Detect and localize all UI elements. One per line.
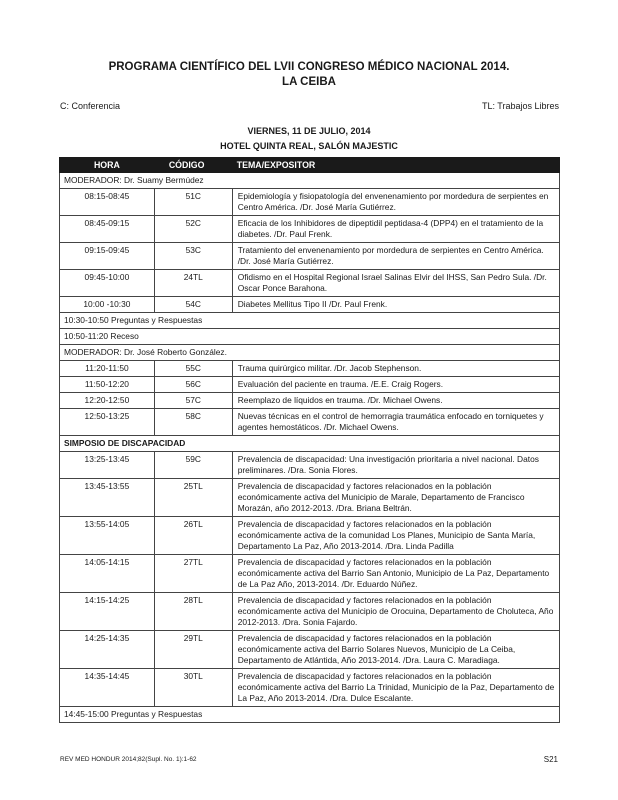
section-note-row: [60, 345, 560, 361]
table-row: [60, 452, 560, 479]
section-note: 14:45-15:00 Preguntas y Respuestas: [60, 707, 560, 723]
table-row: [60, 216, 560, 243]
table-row: [60, 393, 560, 409]
section-note: MODERADOR: Dr. José Roberto González.: [60, 345, 560, 361]
title-line-2: LA CEIBA: [282, 76, 336, 88]
time-cell: 13:45-13:55: [60, 479, 155, 517]
topic-cell: Prevalencia de discapacidad y factores relacionados en la población económicamente activa del Municipio de Marale, Departamento de Francisco Morazán, año 2012-2013. /Dra. Briana Beltrán.: [232, 479, 559, 517]
time-cell: 09:15-09:45: [60, 243, 155, 270]
topic-cell: Ofidismo en el Hospital Regional Israel Salinas Elvir del IHSS, San Pedro Sula. /Dr. Oscar Ponce Barahona.: [232, 270, 559, 297]
section-note-row: [60, 707, 560, 723]
code-cell: 29TL: [154, 631, 232, 669]
topic-cell: Prevalencia de discapacidad y factores relacionados en la población económicamente activa del Barrio San Antonio, Municipio de La Paz, Departamento de La Paz Año, 2013-2014. /Dr. Eduardo Núñez.: [232, 555, 559, 593]
topic-cell: Nuevas técnicas en el control de hemorragia traumática enfocado en torniquetes y agentes hemostáticos. /Dr. Michael Owens.: [232, 409, 559, 436]
table-row: [60, 189, 560, 216]
topic-cell: Prevalencia de discapacidad: Una investigación prioritaria a nivel nacional. Datos preliminares. /Dra. Sonia Flores.: [232, 452, 559, 479]
table-row: [60, 409, 560, 436]
table-row: [60, 517, 560, 555]
code-cell: 57C: [154, 393, 232, 409]
section-note: MODERADOR: Dr. Suamy Bermúdez: [60, 173, 560, 189]
topic-cell: Eficacia de los Inhibidores de dipeptidil peptidasa-4 (DPP4) en el tratamiento de la diabetes. /Dr. Paul Frenk.: [232, 216, 559, 243]
code-cell: 25TL: [154, 479, 232, 517]
page-number: S21: [543, 755, 558, 764]
table-header-row: [60, 158, 560, 173]
section-note: 10:30-10:50 Preguntas y Respuestas: [60, 313, 560, 329]
topic-cell: Prevalencia de discapacidad y factores relacionados en la población económicamente activa de la comunidad Los Planes, Municipio de Santa María, Departamento La Paz, Año 2013-2014. /Dra. Linda Padilla: [232, 517, 559, 555]
topic-cell: Trauma quirúrgico militar. /Dr. Jacob Stephenson.: [232, 361, 559, 377]
code-cell: 54C: [154, 297, 232, 313]
code-cell: 30TL: [154, 669, 232, 707]
section-note: 10:50-11:20 Receso: [60, 329, 560, 345]
table-row: [60, 593, 560, 631]
table-row: [60, 555, 560, 593]
time-cell: 14:05-14:15: [60, 555, 155, 593]
code-cell: 56C: [154, 377, 232, 393]
column-header-topic: TEMA/EXPOSITOR: [232, 158, 559, 173]
legend-conferencia: C: Conferencia: [60, 101, 121, 111]
table-row: [60, 361, 560, 377]
code-cell: 53C: [154, 243, 232, 270]
column-header-time: HORA: [60, 158, 155, 173]
title-line-1: PROGRAMA CIENTÍFICO DEL LVII CONGRESO MÉDICO NACIONAL 2014.: [108, 61, 510, 73]
section-note-row: [60, 173, 560, 189]
topic-cell: Evaluación del paciente en trauma. /E.E. Craig Rogers.: [232, 377, 559, 393]
section-note-row: [60, 313, 560, 329]
section-title: SIMPOSIO DE DISCAPACIDAD: [60, 436, 560, 452]
time-cell: 13:25-13:45: [60, 452, 155, 479]
time-cell: 14:35-14:45: [60, 669, 155, 707]
topic-cell: Diabetes Mellitus Tipo II /Dr. Paul Frenk.: [232, 297, 559, 313]
table-row: [60, 669, 560, 707]
table-row: [60, 631, 560, 669]
code-cell: 58C: [154, 409, 232, 436]
code-cell: 59C: [154, 452, 232, 479]
column-header-code: CÓDIGO: [154, 158, 232, 173]
table-row: [60, 243, 560, 270]
table-row: [60, 297, 560, 313]
session-heading: [0, 124, 618, 154]
time-cell: 14:25-14:35: [60, 631, 155, 669]
code-cell: 26TL: [154, 517, 232, 555]
time-cell: 13:55-14:05: [60, 517, 155, 555]
table-row: [60, 270, 560, 297]
time-cell: 14:15-14:25: [60, 593, 155, 631]
topic-cell: Prevalencia de discapacidad y factores relacionados en la población económicamente activa del Municipio de Orocuina, Departamento de Choluteca, Año 2012-2013. /Dra. Sonia Fajardo.: [232, 593, 559, 631]
topic-cell: Reemplazo de líquidos en trauma. /Dr. Michael Owens.: [232, 393, 559, 409]
session-venue: HOTEL QUINTA REAL, SALÓN MAJESTIC: [220, 141, 398, 151]
session-date: VIERNES, 11 DE JULIO, 2014: [247, 126, 371, 136]
time-cell: 08:45-09:15: [60, 216, 155, 243]
time-cell: 08:15-08:45: [60, 189, 155, 216]
section-note-row: [60, 329, 560, 345]
table-row: [60, 479, 560, 517]
topic-cell: Prevalencia de discapacidad y factores relacionados en la población económicamente activa del Barrio La Trinidad, Municipio de la Paz, Departamento de La Paz, Año 2013-2014. /Dra. Dulce Escalante.: [232, 669, 559, 707]
table-row: [60, 377, 560, 393]
time-cell: 09:45-10:00: [60, 270, 155, 297]
program-table: [59, 157, 560, 723]
code-cell: 28TL: [154, 593, 232, 631]
time-cell: 12:20-12:50: [60, 393, 155, 409]
topic-cell: Prevalencia de discapacidad y factores relacionados en la población económicamente activa del Barrio Solares Nuevos, Municipio de La Ceiba, Departamento de Atlántida, Año 2013-2014. /Dra. Laura C. Maradiaga.: [232, 631, 559, 669]
legend-trabajos-libres: TL: Trabajos Libres: [481, 101, 559, 111]
topic-cell: Epidemiología y fisiopatología del envenenamiento por mordedura de serpientes en Centro América. /Dr. José María Gutiérrez.: [232, 189, 559, 216]
code-cell: 51C: [154, 189, 232, 216]
time-cell: 10:00 -10:30: [60, 297, 155, 313]
code-cell: 52C: [154, 216, 232, 243]
topic-cell: Tratamiento del envenenamiento por mordedura de serpientes en Centro América. /Dr. José María Gutiérrez.: [232, 243, 559, 270]
time-cell: 11:50-12:20: [60, 377, 155, 393]
section-header-row: [60, 436, 560, 452]
page-title: [0, 60, 618, 90]
time-cell: 11:20-11:50: [60, 361, 155, 377]
code-cell: 24TL: [154, 270, 232, 297]
time-cell: 12:50-13:25: [60, 409, 155, 436]
code-cell: 27TL: [154, 555, 232, 593]
code-cell: 55C: [154, 361, 232, 377]
footer-citation: REV MED HONDUR 2014;82(Supl. No. 1):1-62: [60, 756, 197, 763]
program-table-body: [60, 173, 560, 723]
